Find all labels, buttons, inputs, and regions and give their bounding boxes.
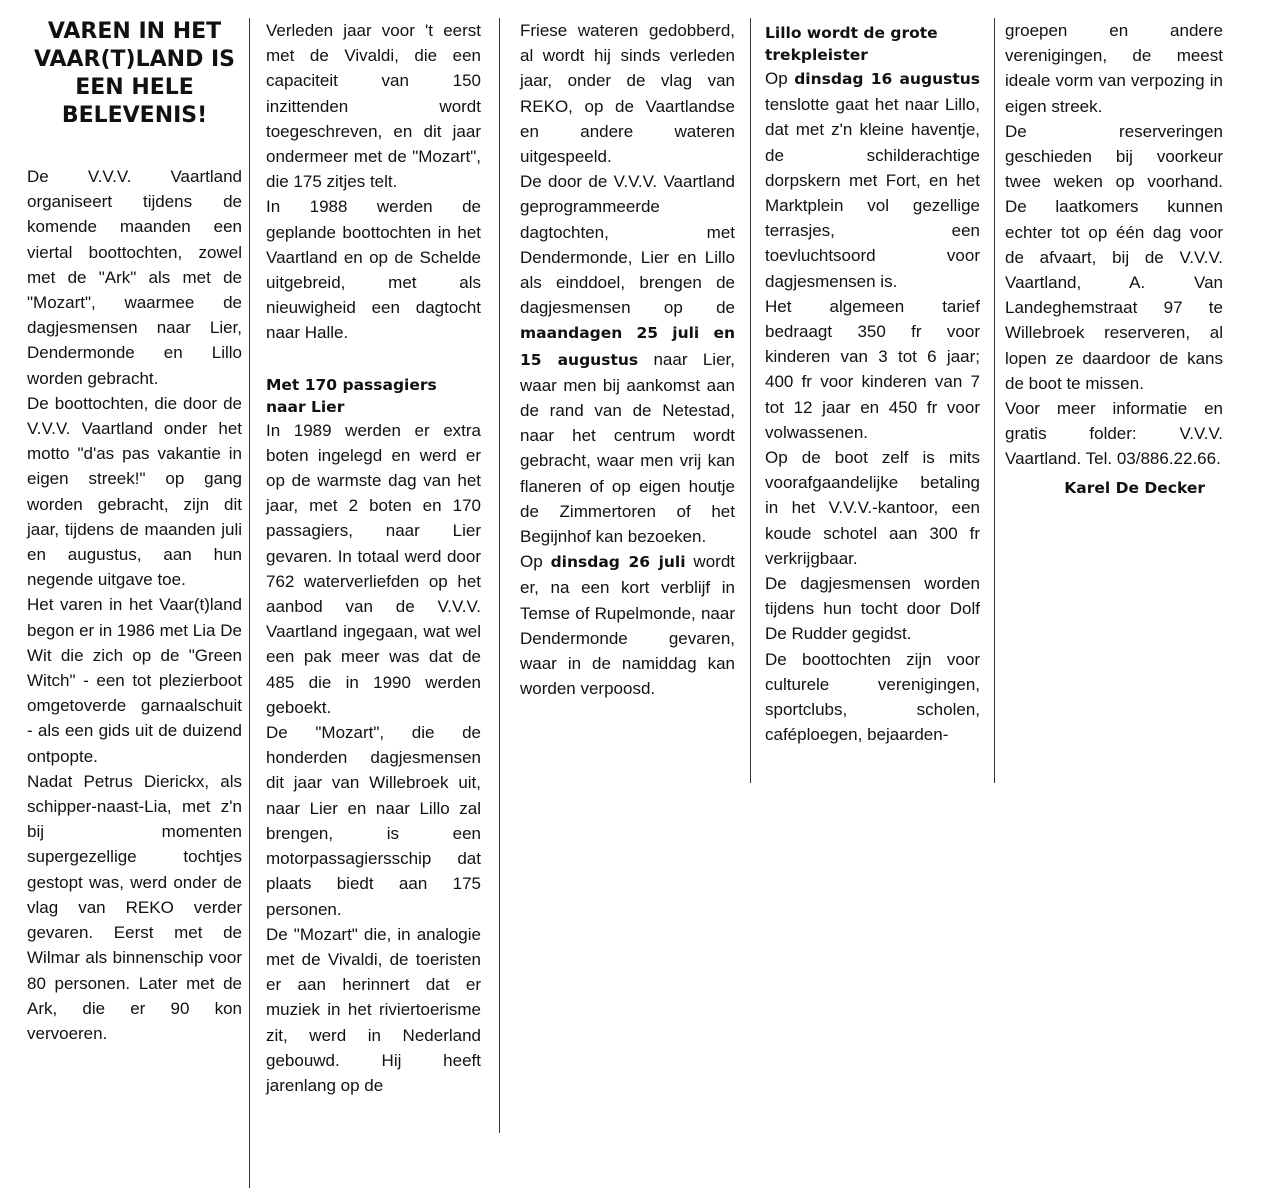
paragraph [765,66,980,294]
paragraph: In 1989 werden er extra boten ingelegd en werd er op de warmste dag van het jaar, met 2 boten en 170 passagiers, naar Lier gevaren. In totaal werd door 762 waterverliefden op het aanbod van de V.V.V. Vaartland ingegaan, wat wel een pak meer was dat de 485 die in 1990 werden geboekt. [266,420,481,717]
article-column-5 [1005,18,1223,501]
paragraph-text: Op [520,552,551,572]
paragraph: In 1988 werden de geplande boottochten in het Vaartland en op de Schelde uitgebreid, met als nieuwigheid een dagtocht naar Halle. [266,197,481,343]
paragraph: Op de boot zelf is mits voorafgaandelijke betaling in het V.V.V.-kantoor, een koude schotel aan 300 fr verkrijgbaar. [765,448,980,568]
paragraph: De reserveringen geschieden bij voorkeur twee weken op voorhand. De laatkomers kunnen echter tot op één dag voor de afvaart, bij de V.V.V. Vaartland, A. Van Landeghemstraat 97 te Willebroek reserveren, al lopen ze daardoor de kans de boot te missen. [1005,121,1223,393]
column-rule [994,18,995,783]
paragraph: groepen en andere verenigingen, de meest ideale vorm van verpozing in eigen streek. [1005,21,1223,116]
date-highlight: dinsdag 26 juli [550,553,686,572]
column-rule [750,18,751,783]
paragraph: De boottochten, die door de V.V.V. Vaartland onder het motto "d'as pas vakantie in eigen streek!" op gang worden gebracht, zijn dit jaar, tijdens de maanden juli en augustus, aan hun negende uitgave toe. [27,393,242,590]
paragraph: Verleden jaar voor 't eerst met de Vivaldi, die een capaciteit van 150 inzittenden wordt toegeschreven, en dit jaar ondermeer met de "Mozart", die 175 zitjes telt. [266,21,481,192]
paragraph: De dagjesmensen worden tijdens hun tocht door Dolf De Rudder gegidst. [765,574,980,644]
paragraph-text: wordt er, na een kort verblijf in Temse of Rupelmonde, naar Dendermonde gevaren, waar in de namiddag kan worden verpoosd. [520,552,736,699]
paragraph: Het varen in het Vaar(t)land begon er in 1986 met Lia De Wit die zich op de "Green Witch" - een tot plezierboot omgetoverde garnaalschuit - als een gids uit de duizend ontpopte. [27,595,242,766]
article-column-4 [765,18,980,747]
column-rule [249,18,250,1188]
paragraph: Het algemeen tarief bedraagt 350 fr voor kinderen van 3 tot 6 jaar; 400 fr voor kinderen van 7 tot 12 jaar en 450 fr voor volwassenen. [765,296,980,442]
paragraph-text: tenslotte gaat het naar Lillo, dat met z'n kleine haventje, de schilderachtige dorpskern met Fort, en het Marktplein vol gezellige terrasjes, een toevluchtsoord voor dagjesmensen is. [765,95,980,291]
date-highlight: dinsdag 16 augustus [794,70,980,88]
article-headline: VAREN IN HET VAAR(T)LAND IS EEN HELE BELEVENIS! [33,19,236,128]
article-column-2 [266,18,481,1098]
paragraph-text: De door de V.V.V. Vaartland geprogrammeerde dagtochten, met Dendermonde, Lier en Lillo als einddoel, brengen de dagjesmensen op de [520,172,735,318]
paragraph [520,549,735,701]
paragraph: De V.V.V. Vaartland organiseert tijdens de komende maanden een viertal boottochten, zowel met de "Ark" als met de "Mozart", waarmee de dagjesmensen naar Lier, Dendermonde en Lillo worden gebracht. [27,167,242,388]
author-signature: Karel De Decker [1064,478,1205,497]
paragraph-text: Op [765,69,795,88]
column-rule [499,18,500,1133]
paragraph: De "Mozart" die, in analogie met de Vivaldi, de toeristen er aan herinnert dat er muziek in het riviertoerisme zit, werd in Nederland gebouwd. Hij heeft jarenlang op de [266,924,481,1095]
paragraph: Nadat Petrus Dierickx, als schipper-naast-Lia, met z'n bij momenten supergezellige tochtjes gestopt was, werd onder de vlag van REKO verder gevaren. Eerst met de Wilmar als binnenschip voor 80 personen. Later met de Ark, die er 90 kon vervoeren. [27,771,242,1043]
article-column-3 [520,18,735,701]
section-subheading: Lillo wordt de grote trekpleister [765,24,938,64]
section-subheading: Met 170 passagiers naar Lier [266,375,437,416]
paragraph [520,169,735,549]
paragraph: Voor meer informatie en gratis folder: V.V.V. Vaartland. Tel. 03/886.22.66. [1005,399,1223,469]
article-column-1 [27,18,242,1046]
paragraph-text: naar Lier, waar men bij aankomst aan de rand van de Netestad, naar het centrum wordt gebracht, waar men vrij kan flaneren of op eigen houtje de Zimmertoren of het Begijnhof kan bezoeken. [520,349,735,547]
paragraph: De boottochten zijn voor culturele verenigingen, sportclubs, scholen, caféploegen, bejaarden- [765,649,980,745]
paragraph: Friese wateren gedobberd, al wordt hij sinds verleden jaar, onder de vlag van REKO, op de Vaartlandse en andere wateren uitgespeeld. [520,21,735,167]
paragraph: De "Mozart", die de honderden dagjesmensen dit jaar van Willebroek uit, naar Lier en naar Lillo zal brengen, is een motorpassagiersschip dat plaats biedt aan 175 personen. [266,723,481,919]
date-highlight: maandagen 25 juli en 15 augustus [520,324,735,369]
